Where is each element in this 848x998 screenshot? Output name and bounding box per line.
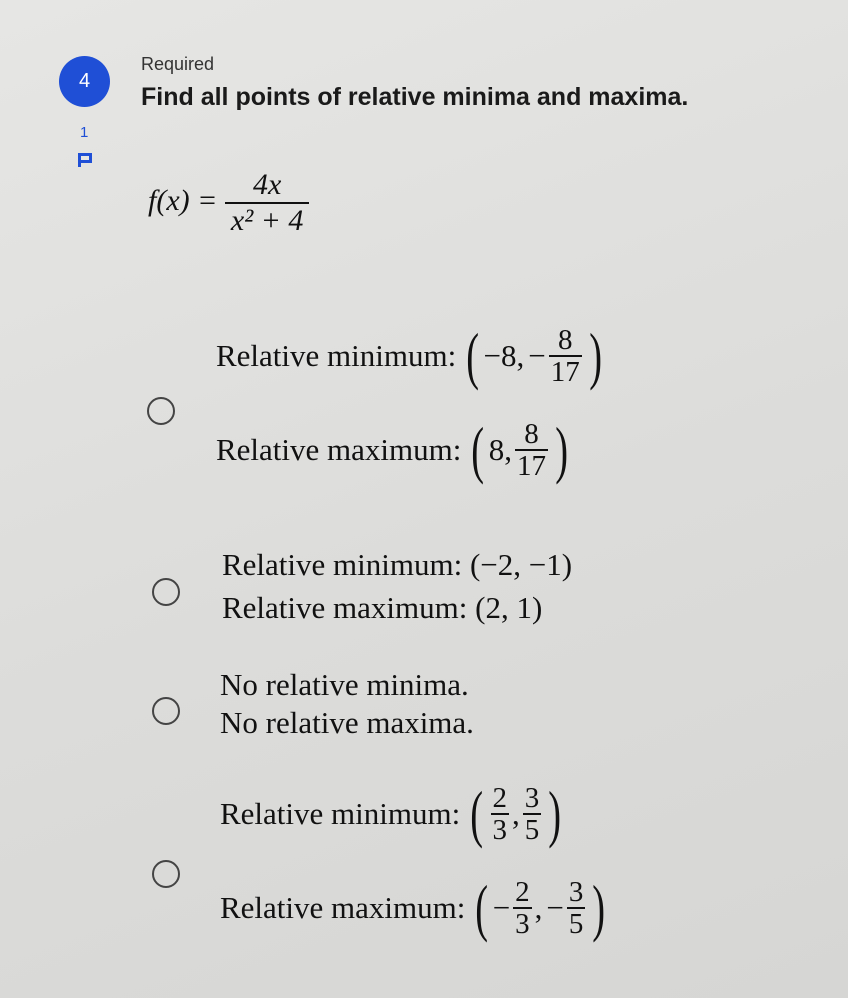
question-points: 1 [80, 124, 89, 141]
option-2-radio[interactable] [152, 578, 180, 606]
option-2-line1: Relative minimum: (−2, −1) [222, 547, 573, 582]
required-label: Required [141, 54, 215, 74]
function-expression: f(x) = $\frac{4x}{\text{x² + 4}}$ [148, 168, 309, 238]
option-4-max: Relative maximum: ( − $\frac{2}{3}$ , − $\frac{3}{5}$ ) [220, 872, 606, 943]
option-3-radio[interactable] [152, 697, 180, 725]
question-number-badge: 4 [59, 56, 110, 107]
option-3-line1: No relative minima. [220, 667, 469, 702]
option-4-min: Relative minimum: ( 2 3 , 3 5 ) [220, 778, 562, 849]
function-fraction: $\frac{4x}{\text{x² + 4}}$ [225, 168, 310, 238]
question-prompt: Find all points of relative minima and maxima. [141, 83, 689, 111]
option-2-line2: Relative maximum: (2, 1) [222, 590, 543, 625]
option-1-min: Relative minimum: ( −8, − $\frac{8}{17}$ ) [216, 320, 602, 391]
option-3-line2: No relative maxima. [220, 705, 474, 740]
flag-icon[interactable] [75, 150, 95, 170]
option-1-max: Relative maximum: ( 8, 8 17 ) [216, 414, 568, 485]
option-4-radio[interactable] [152, 860, 180, 888]
option-1-radio[interactable] [147, 397, 175, 425]
